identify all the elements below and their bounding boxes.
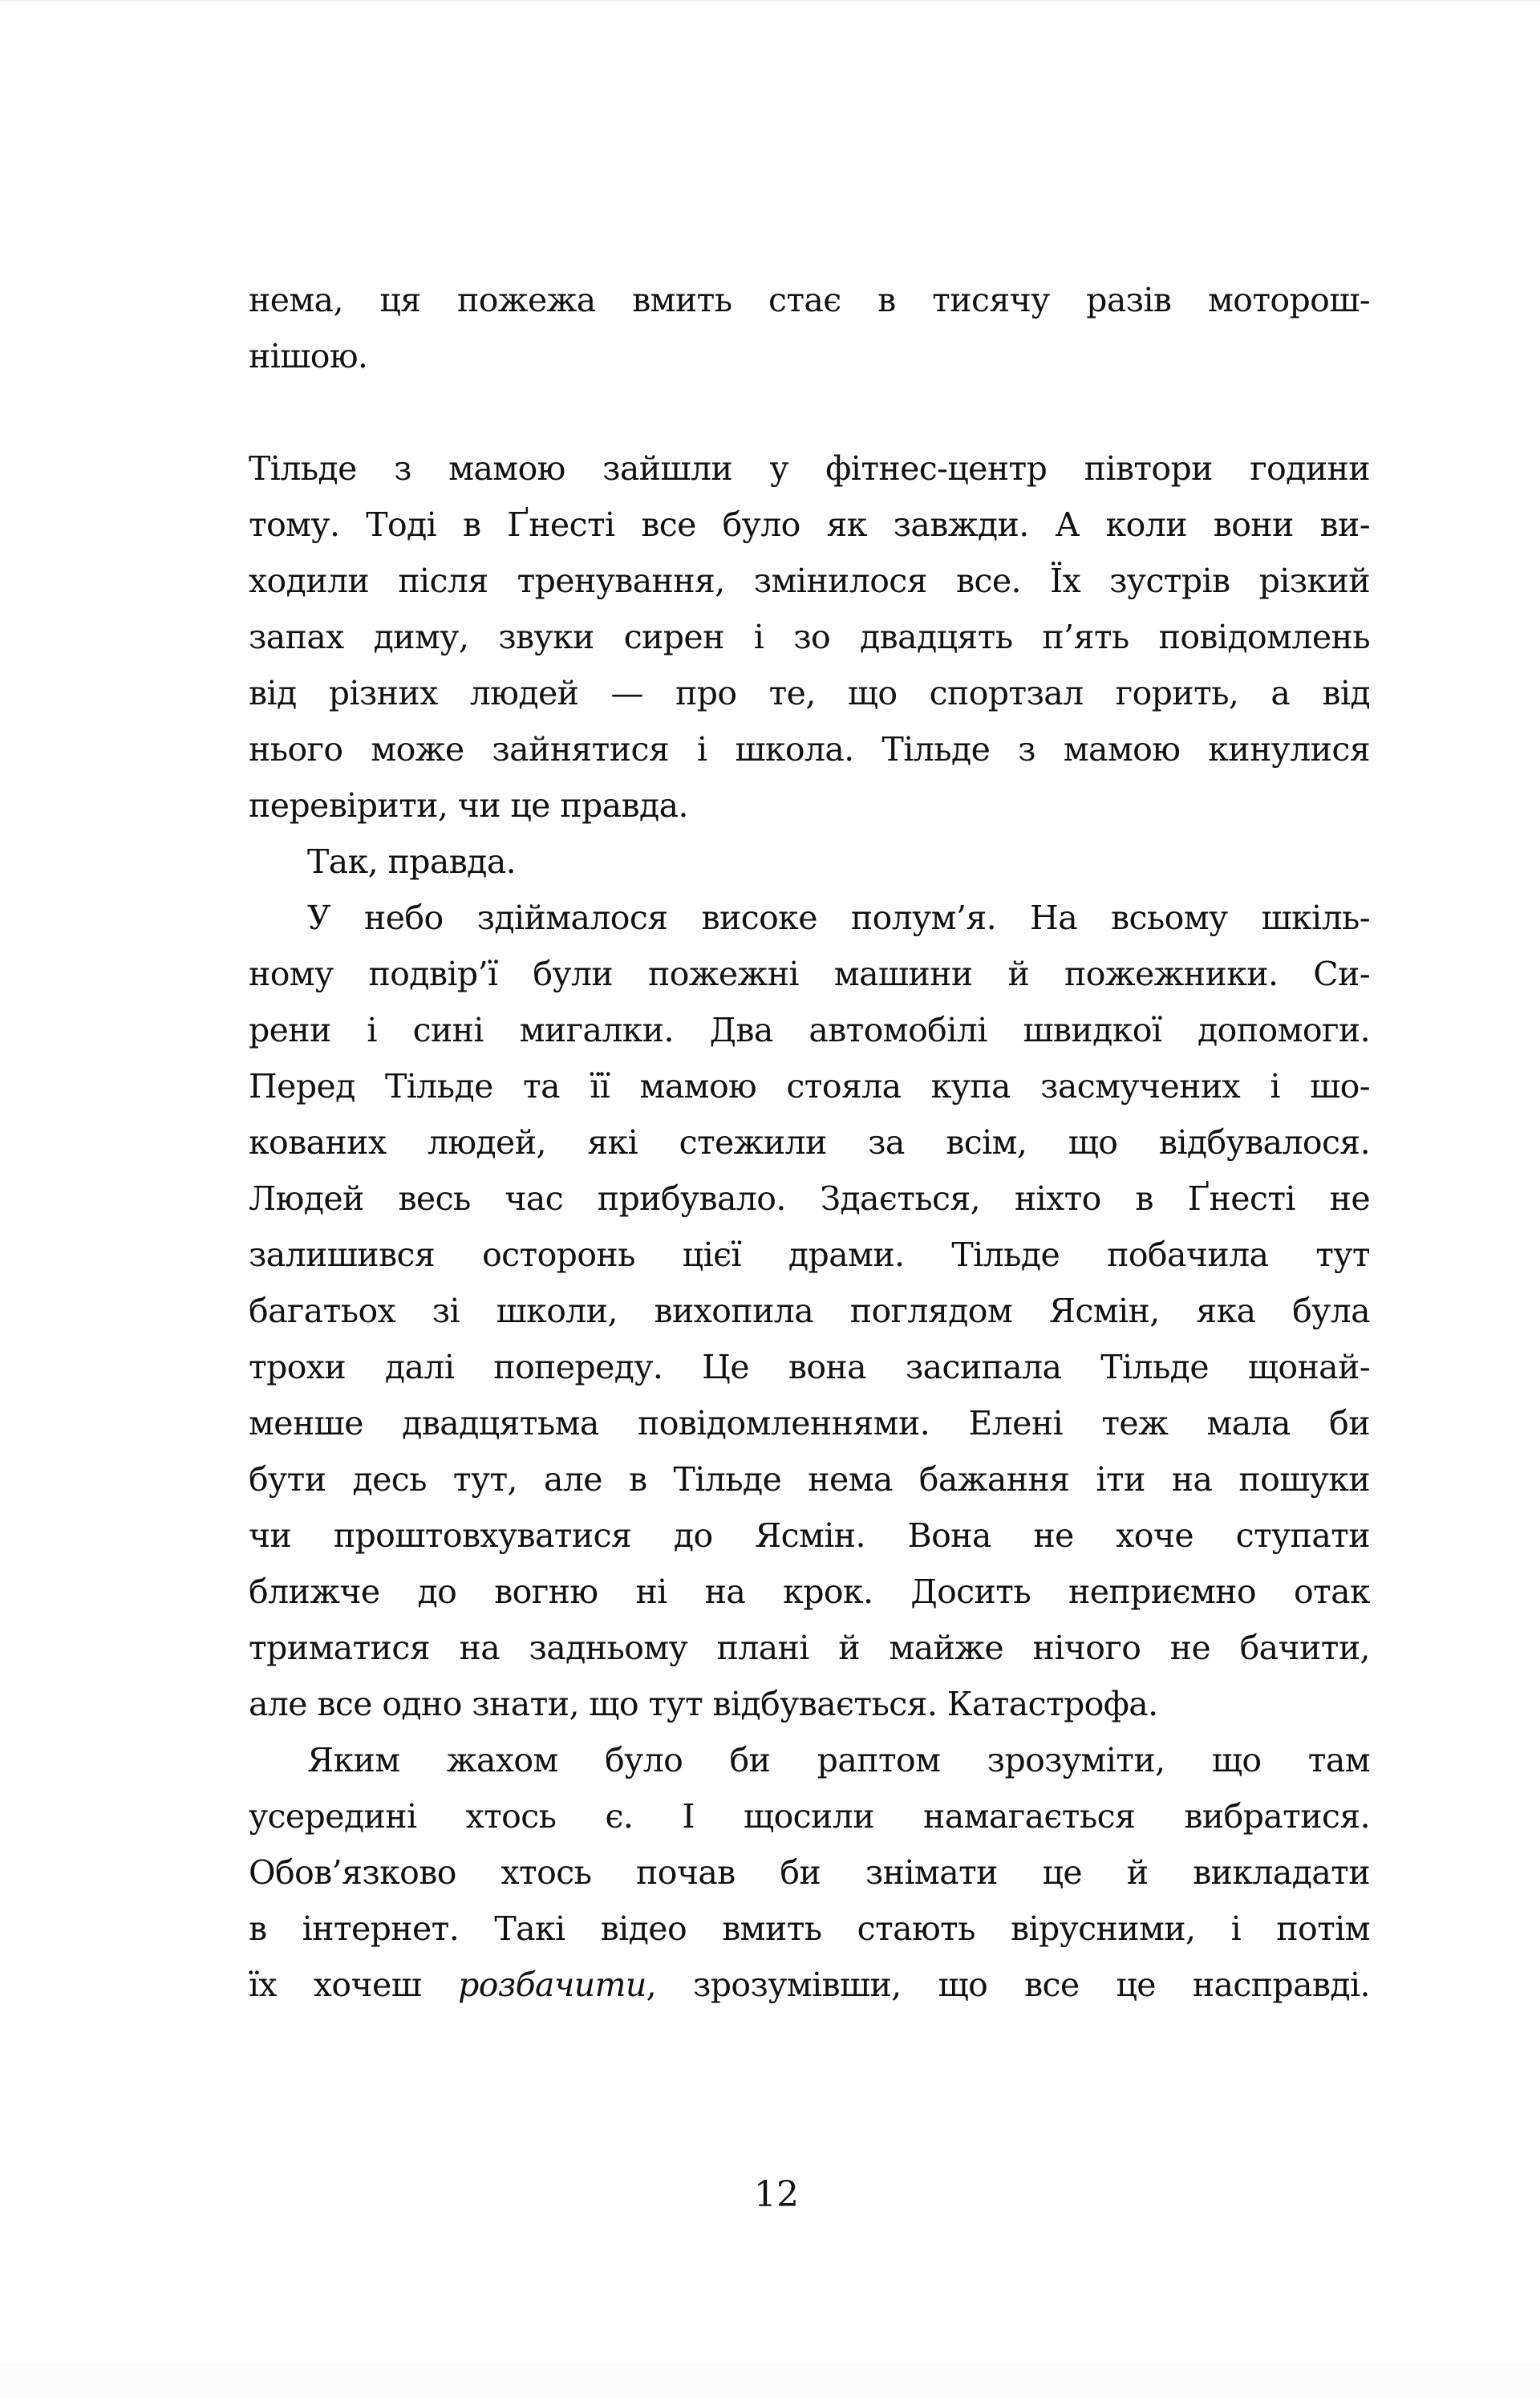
text-line: усередині хтось є. І щосили намагається вибратися. <box>249 1797 1370 1836</box>
text-line: в інтернет. Такі відео вмить стають вірусними, і потім <box>249 1909 1370 1948</box>
paragraph-yes-true <box>249 834 1370 890</box>
book-page-body <box>249 272 1370 2013</box>
text-segment: їх хочеш <box>249 1966 459 2004</box>
text-line: бути десь тут, але в Тільде нема бажання іти на пошуки <box>249 1460 1370 1499</box>
text-line: від різних людей — про те, що спортзал горить, а від <box>249 674 1370 712</box>
text-line-with-emphasis <box>249 1957 1370 2013</box>
text-line: тому. Тоді в Ґнесті все було як завжди. А коли вони ви- <box>249 505 1370 544</box>
text-line: Обов’язково хтось почав би знімати це й викладати <box>249 1853 1370 1892</box>
text-line: перевірити, чи це правда. <box>249 786 688 825</box>
text-line: залишився осторонь цієї драми. Тільде побачила тут <box>249 1236 1370 1274</box>
bottom-edge-shade <box>0 2362 1540 2398</box>
text-line: кованих людей, які стежили за всім, що відбувалося. <box>249 1123 1370 1162</box>
paragraph-gym-fire <box>249 440 1370 834</box>
text-line: багатьох зі школи, вихопила поглядом Ясмін, яка була <box>249 1292 1370 1330</box>
text-line: трохи далі попереду. Це вона засипала Тільде щонай- <box>249 1348 1370 1386</box>
text-line: Людей весь час прибувало. Здається, ніхто в Ґнесті не <box>249 1179 1370 1218</box>
page-number: 12 <box>754 2174 799 2215</box>
text-line: триматися на задньому плані й майже нічого не бачити, <box>249 1629 1370 1667</box>
text-line: Так, правда. <box>307 842 517 881</box>
text-line: рени і сині мигалки. Два автомобілі швидкої допомоги. <box>249 1011 1370 1049</box>
text-line: нішою. <box>249 337 368 375</box>
text-line: нього може зайнятися і школа. Тільде з мамою кинулися <box>249 730 1370 769</box>
text-segment: , зрозумівши, що все це насправді. <box>646 1966 1370 2004</box>
text-line: Перед Тільде та її мамою стояла купа засмучених і шо- <box>249 1067 1370 1106</box>
text-line: менше двадцятьма повідомленнями. Елені теж мала би <box>249 1404 1370 1442</box>
text-line: ному подвір’ї були пожежні машини й пожежники. Си- <box>249 955 1370 993</box>
text-line: ходили після тренування, змінилося все. Їх зустрів різкий <box>249 562 1370 600</box>
paragraph-horror <box>249 1732 1370 2013</box>
paragraph-continuation <box>249 272 1370 384</box>
top-edge-shadow <box>0 0 1540 2</box>
text-line: У небо здіймалося високе полум’я. На всьому шкіль- <box>307 899 1370 937</box>
text-line: Яким жахом було би раптом зрозуміти, що там <box>307 1741 1370 1779</box>
text-line: чи проштовхуватися до Ясмін. Вона не хоче ступати <box>249 1516 1370 1555</box>
text-line: Тільде з мамою зайшли у фітнес-центр півтори години <box>249 449 1370 488</box>
text-line: нема, ця пожежа вмить стає в тисячу разів моторош- <box>249 281 1370 319</box>
text-line: але все одно знати, що тут відбувається. Катастрофа. <box>249 1685 1158 1723</box>
text-line: ближче до вогню ні на крок. Досить неприємно отак <box>249 1572 1370 1611</box>
text-line: запах диму, звуки сирен і зо двадцять п’ять повідомлень <box>249 618 1370 656</box>
italic-emphasis: розбачити <box>458 1966 646 2004</box>
paragraph-flames <box>249 890 1370 1732</box>
